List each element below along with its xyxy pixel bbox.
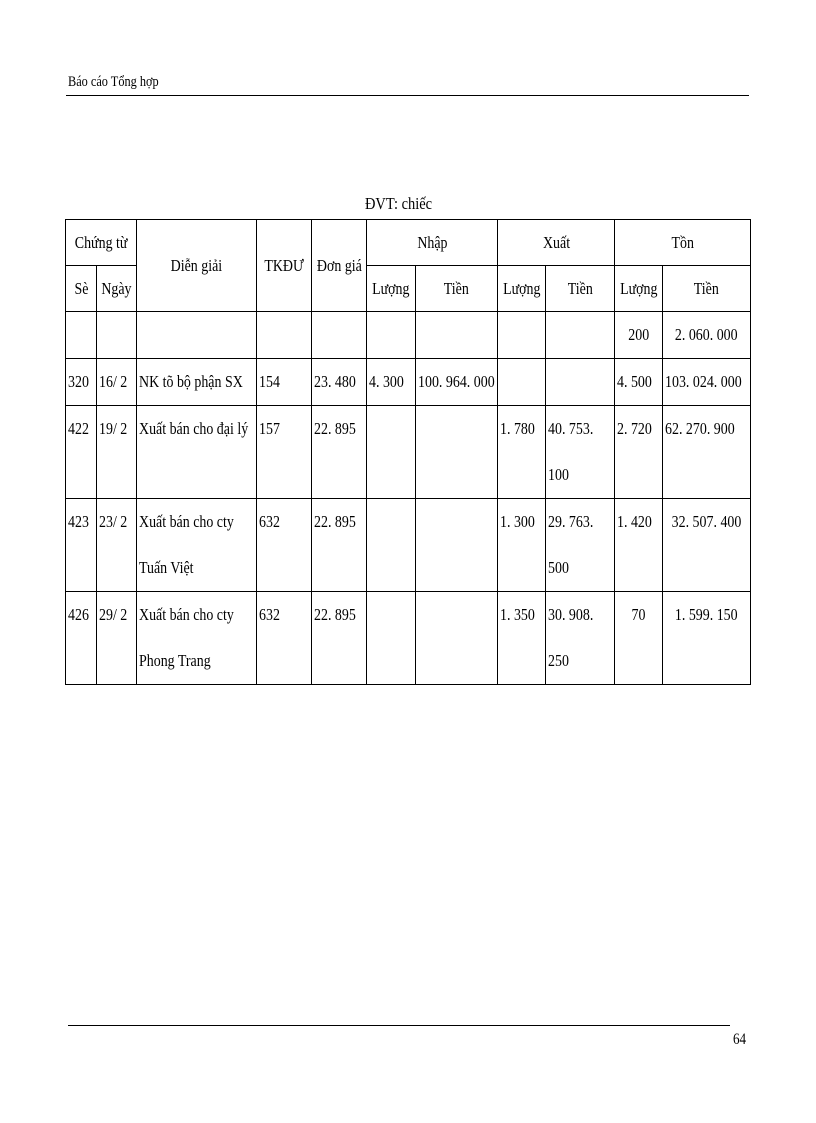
export-qty-subheader: Lượng (498, 266, 546, 312)
voucher-number: 320 (66, 359, 97, 406)
export-qty: 1. 350 (498, 592, 546, 685)
footer-divider (68, 1025, 730, 1026)
account-header: TKĐƯ (257, 220, 312, 312)
voucher-number: 423 (66, 499, 97, 592)
balance-amount-subheader: Tiền (663, 266, 751, 312)
balance-header: Tồn (615, 220, 751, 266)
date-subheader: Ngày (97, 266, 137, 312)
balance-amount: 32. 507. 400 (663, 499, 751, 592)
voucher-date: 23/ 2 (97, 499, 137, 592)
description: Xuất bán cho cty Phong Trang (137, 592, 257, 685)
balance-amount: 62. 270. 900 (663, 406, 751, 499)
export-qty: 1. 780 (498, 406, 546, 499)
balance-amount: 103. 024. 000 (663, 359, 751, 406)
account: 154 (257, 359, 312, 406)
header-row-1 (66, 220, 751, 266)
page-number: 64 (733, 1031, 747, 1048)
voucher-date: 16/ 2 (97, 359, 137, 406)
unit-price: 22. 895 (312, 592, 367, 685)
balance-qty: 70 (615, 592, 663, 685)
voucher-date: 29/ 2 (97, 592, 137, 685)
page-header-title: Báo cáo Tổng hợp (68, 74, 159, 90)
unit-price: 22. 895 (312, 499, 367, 592)
table-row (66, 359, 751, 406)
voucher-number: 426 (66, 592, 97, 685)
balance-qty: 2. 720 (615, 406, 663, 499)
export-amount-subheader: Tiền (546, 266, 615, 312)
balance-qty: 1. 420 (615, 499, 663, 592)
import-qty: 4. 300 (367, 359, 416, 406)
inventory-ledger-table (65, 219, 751, 685)
voucher-number: 422 (66, 406, 97, 499)
description: NK tõ bộ phận SX (137, 359, 257, 406)
import-amount-subheader: Tiền (416, 266, 498, 312)
table-row (66, 499, 751, 592)
unit-price: 23. 480 (312, 359, 367, 406)
opening-balance-row (66, 312, 751, 359)
balance-qty: 4. 500 (615, 359, 663, 406)
table-row (66, 592, 751, 685)
balance-amount: 1. 599. 150 (663, 592, 751, 685)
export-amount: 40. 753. 100 (546, 406, 615, 499)
export-amount: 29. 763. 500 (546, 499, 615, 592)
voucher-header: Chứng từ (66, 220, 137, 266)
unit-price: 22. 895 (312, 406, 367, 499)
number-subheader: Sè (66, 266, 97, 312)
table-row (66, 406, 751, 499)
import-qty-subheader: Lượng (367, 266, 416, 312)
export-amount: 30. 908. 250 (546, 592, 615, 685)
description-header: Diễn giải (137, 220, 257, 312)
account: 632 (257, 592, 312, 685)
description: Xuất bán cho đại lý (137, 406, 257, 499)
description: Xuất bán cho cty Tuấn Việt (137, 499, 257, 592)
opening-balance-qty: 200 (615, 312, 663, 359)
opening-balance-amount: 2. 060. 000 (663, 312, 751, 359)
account: 157 (257, 406, 312, 499)
import-amount: 100. 964. 000 (416, 359, 498, 406)
import-header: Nhập (367, 220, 498, 266)
unit-price-header: Đơn giá (312, 220, 367, 312)
unit-label: ĐVT: chiếc (365, 194, 433, 213)
header-divider (66, 95, 749, 96)
export-header: Xuất (498, 220, 615, 266)
export-qty: 1. 300 (498, 499, 546, 592)
account: 632 (257, 499, 312, 592)
voucher-date: 19/ 2 (97, 406, 137, 499)
balance-qty-subheader: Lượng (615, 266, 663, 312)
